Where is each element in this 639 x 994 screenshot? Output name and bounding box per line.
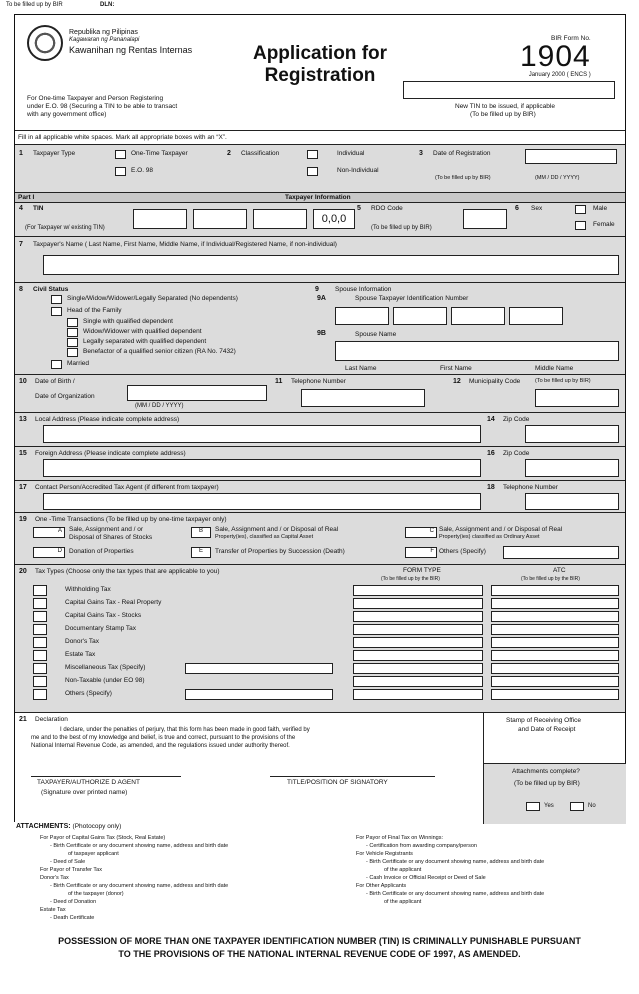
attachment-item: For Other Applicants bbox=[356, 883, 407, 889]
taxpayer-name-field[interactable] bbox=[43, 255, 619, 275]
taxtype-checkbox[interactable] bbox=[33, 585, 47, 596]
atc-field[interactable] bbox=[491, 598, 619, 609]
attachment-item: of the applicant bbox=[384, 899, 422, 905]
spouse-name-label: Spouse Name bbox=[355, 331, 397, 338]
onetime-b-line1: Sale, Assignment and / or Disposal of Real bbox=[215, 526, 339, 533]
tin-part3-field[interactable] bbox=[253, 209, 307, 229]
row1-section: 1 Taxpayer Type One-Time Taxpayer E.O. 98 2 Classification Individual Non-Individual 3 Date of Registration (To be filled up by BIR) (MM / DD / YYYY) bbox=[15, 144, 625, 192]
male-checkbox[interactable] bbox=[575, 205, 586, 214]
civil-opt7-label: Married bbox=[67, 360, 90, 367]
civil-opt5-checkbox[interactable] bbox=[67, 338, 78, 347]
instructions-row bbox=[15, 130, 625, 144]
signature-note: (Signature over printed name) bbox=[41, 789, 128, 796]
declaration-section: 21 Declaration I declare, under the penalties of perjury, that this form has been made in good faith, verified by me and to the best of my knowledge and belief, is true and correct, pursuant to the provisions of the National Internal Revenue Code, as amended, and the regulations issued under authority thereof. TAXPAYER/AUTHORIZE D AGENT (Signature over printed name) TITLE/POSITION OF SIGNATORY Stamp of Receiving Office and Date of Receipt Attachments complete? (To be filled up by BIR) Yes No bbox=[15, 712, 625, 823]
spouse-tin4-field[interactable] bbox=[509, 307, 563, 325]
spouse-info-label: Spouse Information bbox=[335, 286, 392, 293]
local-address-field[interactable] bbox=[43, 425, 481, 443]
contact-label: Contact Person/Accredited Tax Agent (if different from taxpayer) bbox=[35, 484, 219, 491]
rdo-field[interactable] bbox=[463, 209, 507, 229]
attachment-item: of taxpayer applicant bbox=[68, 851, 119, 857]
atc-field[interactable] bbox=[491, 624, 619, 635]
civil-opt2-checkbox[interactable] bbox=[51, 307, 62, 316]
onetime-b-checkbox[interactable]: B bbox=[191, 527, 211, 538]
form-title bbox=[220, 43, 420, 87]
onetime-b-line2: Property(ies), classified as Capital Asset bbox=[215, 534, 314, 540]
onetime-e-checkbox[interactable]: E bbox=[191, 547, 211, 558]
new-tin-field[interactable] bbox=[403, 81, 615, 99]
onetime-a-checkbox[interactable]: A bbox=[33, 527, 65, 538]
foreign-address-label: Foreign Address (Please indicate complete address) bbox=[35, 450, 186, 457]
att-yes-label: Yes bbox=[544, 803, 554, 809]
taxtype-label: Others (Specify) bbox=[65, 690, 112, 697]
civil-opt7-checkbox[interactable] bbox=[51, 360, 62, 369]
zip-code-14[interactable] bbox=[525, 425, 619, 443]
individual-label: Individual bbox=[337, 150, 365, 157]
muni-label: Municipality Code bbox=[469, 378, 521, 385]
taxtype-checkbox[interactable] bbox=[33, 611, 47, 622]
agency-line2: Kagawaran ng Pananalapi bbox=[69, 37, 140, 43]
bir-seal-icon bbox=[27, 25, 63, 61]
form-number-block bbox=[520, 35, 591, 78]
declaration-line1: I declare, under the penalties of perjury, that this form has been made in good faith, verified by bbox=[60, 727, 310, 733]
birth-date-format: (MM / DD / YYYY) bbox=[135, 403, 184, 409]
spouse-tin3-field[interactable] bbox=[451, 307, 505, 325]
onetime-title: One -Time Transactions (To be filled up by one-time taxpayer only) bbox=[35, 516, 227, 523]
date-registration-field[interactable] bbox=[525, 149, 617, 164]
civil-title: Civil Status bbox=[33, 286, 69, 293]
new-tin-note1: New TIN to be issued, if applicable bbox=[455, 103, 555, 110]
form-type-field[interactable] bbox=[353, 598, 483, 609]
taxtype-checkbox[interactable] bbox=[33, 624, 47, 635]
atc-field[interactable] bbox=[491, 637, 619, 648]
atc-field[interactable] bbox=[491, 650, 619, 661]
top-note: To be filled up by BIR bbox=[6, 2, 63, 8]
att-yes-checkbox[interactable] bbox=[526, 802, 540, 811]
declaration-title: Declaration bbox=[35, 716, 68, 723]
civil-opt1-label: Single/Widow/Widower/Legally Separated (No dependents) bbox=[67, 295, 238, 302]
muni-note: (To be filled up by BIR) bbox=[535, 378, 591, 384]
attachments-block bbox=[16, 823, 121, 830]
form-type-field[interactable] bbox=[353, 611, 483, 622]
spouse-tin-label: Spouse Taxpayer Identification Number bbox=[355, 295, 469, 302]
eo98-label: E.O. 98 bbox=[131, 167, 154, 174]
attachment-item: For Vehicle Registrants bbox=[356, 851, 413, 857]
spouse-tin1-field[interactable] bbox=[335, 307, 389, 325]
female-checkbox[interactable] bbox=[575, 221, 586, 230]
attachment-item: - Certification from awarding company/person bbox=[366, 843, 477, 849]
civil-opt6-checkbox[interactable] bbox=[67, 348, 78, 357]
foreign-address-field[interactable] bbox=[43, 459, 481, 477]
civil-opt1-checkbox[interactable] bbox=[51, 295, 62, 304]
taxtype-checkbox[interactable] bbox=[33, 598, 47, 609]
last-name-label: Last Name bbox=[345, 365, 377, 372]
attachments-right-list bbox=[356, 834, 544, 906]
foreign-address-row: 15 Foreign Address (Please indicate complete address) 16 Zip Code bbox=[15, 446, 625, 480]
attachments-title: ATTACHMENTS: bbox=[16, 823, 71, 830]
tin-row: 4 TIN (For Taxpayer w/ existing TIN) 0,0,0 5 RDO Code (To be filled up by BIR) 6 Sex Male Female bbox=[15, 202, 625, 236]
attachment-item: of the applicant bbox=[384, 867, 422, 873]
contact-tel-label: Telephone Number bbox=[503, 484, 558, 491]
date-reg-format: (MM / DD / YYYY) bbox=[535, 175, 580, 181]
onetime-section: 19 One -Time Transactions (To be filled up by one-time taxpayer only) A Sale, Assignment and / or Disposal of Shares of Stocks B Sale, Assignment and / or Disposal of Real Property(ies), classified as Capital Asset C Sale, Assignment and / or Disposal of Real Property(ies) classified as Ordinary Asset D Donation of Properties E Transfer of Properties by Succession (Death) F Others (Specify) bbox=[15, 512, 625, 564]
zip-code-16[interactable] bbox=[525, 459, 619, 477]
attachments-left-list bbox=[40, 834, 228, 922]
attachments-sub: (Photocopy only) bbox=[72, 823, 122, 830]
taxtype-label: Non-Taxable (under EO 98) bbox=[65, 677, 145, 684]
title-line1: Application for bbox=[252, 43, 388, 64]
declaration-line2: me and to the best of my knowledge and belief, is true and correct, pursuant to the provisions of the bbox=[31, 735, 296, 741]
form-type-field[interactable] bbox=[353, 676, 483, 687]
civil-opt2-label: Head of the Family bbox=[67, 307, 122, 314]
dln-label: DLN: bbox=[100, 2, 115, 8]
tin-branch-code: 0,0,0 bbox=[313, 209, 355, 229]
civil-section: 8 Civil Status Single/Widow/Widower/Legally Separated (No dependents) Head of the Family Single with qualified dependent Widow/Widower with qualified dependent Legally separated with qualified dependent Benefactor of a qualified senior citizen (RA No. 7432) Married 9 Spouse Information 9A Spouse Taxpayer Identification Number 9B Spouse Name Last Name First Name Middle Name bbox=[15, 282, 625, 374]
att-no-label: No bbox=[588, 803, 596, 809]
eo98-checkbox[interactable] bbox=[115, 167, 126, 176]
dob-label: Date of Birth / bbox=[35, 378, 75, 385]
zip-label-16: Zip Code bbox=[503, 450, 530, 457]
tin-part2-field[interactable] bbox=[193, 209, 247, 229]
title-position-label: TITLE/POSITION OF SIGNATORY bbox=[287, 779, 388, 786]
date-registration-label: Date of Registration bbox=[433, 150, 491, 157]
agency-line3: Kawanihan ng Rentas Internas bbox=[69, 45, 193, 55]
spouse-name-field[interactable] bbox=[335, 341, 619, 361]
middle-name-label: Middle Name bbox=[535, 365, 574, 372]
taxtype-label: Withholding Tax bbox=[65, 586, 111, 593]
civil-opt4-checkbox[interactable] bbox=[67, 328, 78, 337]
onetime-c-checkbox[interactable]: C bbox=[405, 527, 437, 538]
civil-opt4-label: Widow/Widower with qualified dependent bbox=[83, 328, 202, 335]
taxtype-label: Miscellaneous Tax (Specify) bbox=[65, 664, 146, 671]
local-address-label: Local Address (Please indicate complete address) bbox=[35, 416, 180, 423]
contact-row: 17 Contact Person/Accredited Tax Agent (if different from taxpayer) 18 Telephone Number bbox=[15, 480, 625, 512]
zip-label-14: Zip Code bbox=[503, 416, 530, 423]
attachments-complete-box bbox=[484, 763, 626, 824]
sex-label: Sex bbox=[531, 205, 543, 212]
onetime-c-line1: Sale, Assignment and / or Disposal of Real bbox=[439, 526, 563, 533]
non-individual-checkbox[interactable] bbox=[307, 167, 318, 176]
form-number: 1904 bbox=[520, 40, 591, 73]
attachment-item: - Birth Certificate or any document showing name, address and birth date bbox=[366, 891, 545, 897]
civil-opt3-checkbox[interactable] bbox=[67, 318, 78, 327]
taxtype-checkbox[interactable] bbox=[33, 650, 47, 661]
taxtype-checkbox[interactable] bbox=[33, 663, 47, 674]
tin-note: (For Taxpayer w/ existing TIN) bbox=[25, 225, 105, 231]
individual-checkbox[interactable] bbox=[307, 150, 318, 159]
onetime-d-checkbox[interactable]: D bbox=[33, 547, 65, 558]
agent-label: TAXPAYER/AUTHORIZE D AGENT bbox=[37, 779, 140, 786]
onetime-d-label: Donation of Properties bbox=[69, 548, 134, 555]
attachment-item: For Payor of Capital Gains Tax (Stock, Real Estate) bbox=[40, 835, 166, 841]
attachment-item: - Birth Certificate or any document showing name, address and birth date bbox=[366, 859, 545, 865]
spouse-tin2-field[interactable] bbox=[393, 307, 447, 325]
onetime-others-field[interactable] bbox=[503, 546, 619, 559]
taxtype-label: Estate Tax bbox=[65, 651, 96, 658]
first-name-label: First Name bbox=[440, 365, 472, 372]
declaration-line3: National Internal Revenue Code, as amended, and the regulations issued under authority thereof. bbox=[31, 743, 290, 749]
contact-tel-field[interactable] bbox=[525, 493, 619, 510]
form-type-field[interactable] bbox=[353, 585, 483, 596]
attachment-item: - Birth Certificate or any document showing name, address and birth date bbox=[50, 843, 229, 849]
attachment-item: - Deed of Donation bbox=[50, 899, 97, 905]
one-time-label: One-Time Taxpayer bbox=[131, 150, 188, 157]
part1-label: Part I bbox=[18, 194, 35, 201]
one-time-checkbox[interactable] bbox=[115, 150, 126, 159]
attachment-item: - Deed of Sale bbox=[50, 859, 86, 865]
stamp-line2: and Date of Receipt bbox=[518, 726, 576, 733]
attachment-item: - Death Certificate bbox=[50, 915, 95, 921]
title-line2: Registration bbox=[264, 65, 376, 86]
muni-code-field[interactable] bbox=[535, 389, 619, 407]
agency-line1: Republika ng Pilipinas bbox=[69, 29, 138, 36]
form-type-note: (To be filled up by the BIR) bbox=[381, 576, 440, 582]
birth-date-field[interactable] bbox=[127, 385, 267, 401]
local-address-row: 13 Local Address (Please indicate complete address) 14 Zip Code bbox=[15, 412, 625, 446]
taxtype-label: Documentary Stamp Tax bbox=[65, 625, 137, 632]
taxtype-checkbox[interactable] bbox=[33, 676, 47, 687]
form-type-field[interactable] bbox=[353, 663, 483, 674]
non-individual-label: Non-Individual bbox=[337, 167, 379, 174]
attachment-item: For Payor of Final Tax on Winnings: bbox=[356, 835, 444, 841]
tin-label: TIN bbox=[33, 205, 44, 212]
instructions-text: Fill in all applicable white spaces. Mark all appropriate boxes with an “X”. bbox=[18, 134, 227, 141]
onetime-a-line2: Disposal of Shares of Stocks bbox=[69, 534, 153, 541]
taxtype-specify-field[interactable] bbox=[185, 663, 333, 674]
rdo-label: RDO Code bbox=[371, 205, 403, 212]
contact-field[interactable] bbox=[43, 493, 481, 510]
tel-label: Telephone Number bbox=[291, 378, 346, 385]
atc-field[interactable] bbox=[491, 676, 619, 687]
atc-field[interactable] bbox=[491, 689, 619, 700]
agent-signature-line bbox=[31, 776, 181, 777]
taxtype-checkbox[interactable] bbox=[33, 637, 47, 648]
warning-line1: POSSESSION OF MORE THAN ONE TAXPAYER IDENTIFICATION NUMBER (TIN) IS CRIMINALLY PUNISHABLE PURSUANT bbox=[58, 936, 581, 946]
taxtypes-section: 20 Tax Types (Choose only the tax types that are applicable to you) FORM TYPE (To be filled up by the BIR) ATC (To be filled up by the BIR) Withholding Tax Capital Gains Tax - Real Property Capital Gains Tax - Stocks Documentary Stamp Tax Donor's Tax Estate Tax Miscellaneous Tax (Specify) Non-Taxable (under EO 98) Others (Specify) bbox=[15, 564, 625, 712]
att-bir-label: (To be filled up by BIR) bbox=[514, 780, 580, 787]
taxtypes-title: Tax Types (Choose only the tax types that are applicable to you) bbox=[35, 568, 220, 575]
taxtype-label: Capital Gains Tax - Real Property bbox=[65, 599, 162, 606]
date-reg-bir-note: (To be filled up by BIR) bbox=[435, 175, 491, 181]
taxtype-checkbox[interactable] bbox=[33, 689, 47, 700]
purpose-line3: with any government office) bbox=[27, 111, 107, 118]
rdo-note: (To be filled up by BIR) bbox=[371, 225, 432, 231]
row10-section: 10 Date of Birth / Date of Organization (MM / DD / YYYY) 11 Telephone Number 12 Municipality Code (To be filled up by BIR) bbox=[15, 374, 625, 412]
male-label: Male bbox=[593, 205, 608, 212]
onetime-f-checkbox[interactable]: F bbox=[405, 547, 437, 558]
attachment-item: - Birth Certificate or any document showing name, address and birth date bbox=[50, 883, 229, 889]
att-no-checkbox[interactable] bbox=[570, 802, 584, 811]
attachment-item: - Cash Invoice or Official Receipt or Deed of Sale bbox=[366, 875, 486, 881]
civil-opt5-label: Legally separated with qualified dependent bbox=[83, 338, 207, 345]
form-type-field[interactable] bbox=[353, 650, 483, 661]
stamp-line1: Stamp of Receiving Office bbox=[506, 717, 582, 724]
atc-label: ATC bbox=[553, 567, 566, 574]
atc-field[interactable] bbox=[491, 611, 619, 622]
attachment-item: of the taxpayer (donor) bbox=[68, 891, 124, 897]
form-type-field[interactable] bbox=[353, 689, 483, 700]
tin-part1-field[interactable] bbox=[133, 209, 187, 229]
taxpayer-type-label: Taxpayer Type bbox=[33, 150, 76, 157]
taxtype-label: Capital Gains Tax - Stocks bbox=[65, 612, 142, 619]
taxtype-specify-field[interactable] bbox=[185, 689, 333, 700]
new-tin-note2: (To be filled up by BIR) bbox=[470, 111, 536, 118]
telephone-field[interactable] bbox=[301, 389, 425, 407]
receiving-box bbox=[483, 713, 625, 824]
title-signature-line bbox=[270, 776, 435, 777]
att-complete-label: Attachments complete? bbox=[512, 768, 580, 775]
atc-note: (To be filled up by the BIR) bbox=[521, 576, 580, 582]
name-row: 7 Taxpayer's Name ( Last Name, First Name, Middle Name, if Individual/Registered Name, if non-individual) bbox=[15, 236, 625, 282]
warning-line2: TO THE PROVISIONS OF THE NATIONAL INTERNAL REVENUE CODE OF 1997, AS AMENDED. bbox=[118, 949, 521, 959]
purpose-line1: For One-time Taxpayer and Person Registering bbox=[27, 95, 164, 102]
purpose-line2: under E.O. 98 (Securing a TIN to be able to transact bbox=[27, 103, 178, 110]
taxtype-label: Donor's Tax bbox=[65, 638, 99, 645]
doo-label: Date of Organization bbox=[35, 393, 95, 400]
onetime-c-line2: Property(ies) classified as Ordinary Asset bbox=[439, 534, 540, 540]
female-label: Female bbox=[593, 221, 615, 228]
onetime-e-label: Transfer of Properties by Succession (Death) bbox=[215, 548, 345, 555]
form-date: January 2000 ( ENCS ) bbox=[528, 72, 591, 78]
form-type-label: FORM TYPE bbox=[403, 567, 441, 574]
form-type-field[interactable] bbox=[353, 624, 483, 635]
civil-opt3-label: Single with qualified dependent bbox=[83, 318, 173, 325]
attachment-item: Donor's Tax bbox=[40, 875, 69, 881]
onetime-a-line1: Sale, Assignment and / or bbox=[69, 526, 144, 533]
form-type-field[interactable] bbox=[353, 637, 483, 648]
attachment-item: Estate Tax bbox=[40, 907, 66, 913]
part1-header bbox=[15, 192, 625, 202]
name-label: Taxpayer's Name ( Last Name, First Name, Middle Name, if Individual/Registered Name, if non-individual) bbox=[33, 241, 337, 248]
warning-block bbox=[0, 935, 639, 961]
part1-title: Taxpayer Information bbox=[285, 194, 351, 201]
attachment-item: For Payor of Transfer Tax bbox=[40, 867, 102, 873]
form-label: BIR Form No. bbox=[551, 35, 591, 42]
civil-opt6-label: Benefactor of a qualified senior citizen (RA No. 7432) bbox=[83, 348, 236, 355]
onetime-f-label: Others (Specify) bbox=[439, 548, 486, 555]
atc-field[interactable] bbox=[491, 585, 619, 596]
classification-label: Classification bbox=[241, 150, 280, 157]
atc-field[interactable] bbox=[491, 663, 619, 674]
form-1904 bbox=[14, 14, 626, 822]
